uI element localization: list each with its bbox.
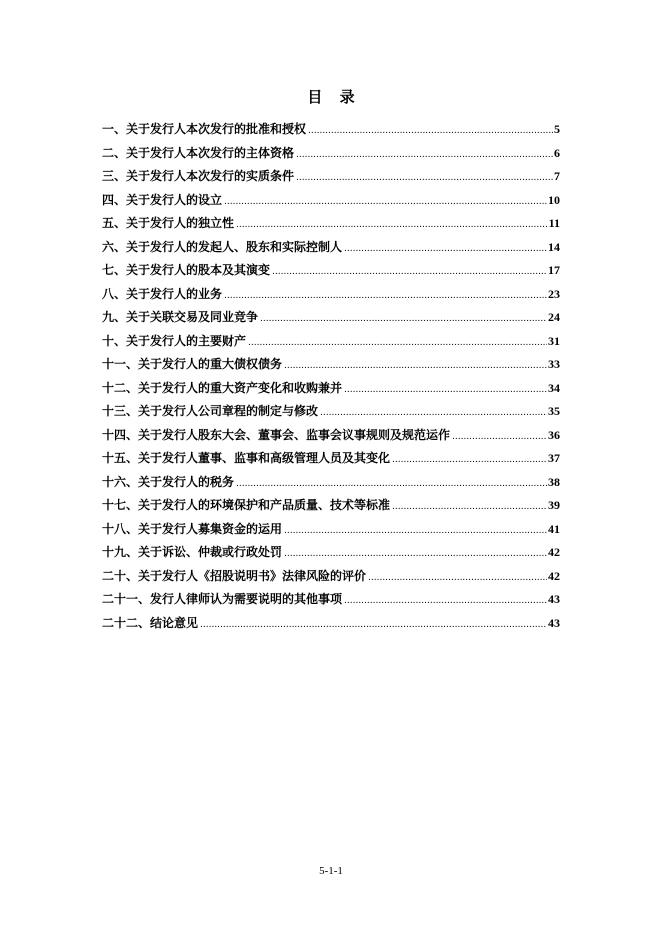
toc-entry-title: 七、关于发行人的股本及其演变: [102, 263, 271, 277]
toc-leader-dots: [308, 120, 553, 144]
toc-entry-title: 十二、关于发行人的重大资产变化和收购兼并: [102, 380, 343, 395]
toc-leader-dots: [344, 379, 547, 403]
toc-entry-title: 三、关于发行人本次发行的实质条件: [102, 169, 295, 183]
toc-leader-dots: [284, 355, 547, 379]
toc-entry-page: 42: [548, 545, 560, 559]
toc-entry-title: 十八、关于发行人募集资金的运用: [102, 521, 283, 536]
toc-entry[interactable]: [102, 306, 560, 330]
toc-leader-dots: [272, 261, 547, 285]
toc-entry-page: 36: [548, 427, 560, 442]
toc-entry-title: 十五、关于发行人董事、监事和高级管理人员及其变化: [102, 451, 391, 465]
toc-entry[interactable]: [102, 189, 560, 213]
toc-leader-dots: [248, 332, 547, 356]
toc-entry[interactable]: [102, 283, 560, 307]
toc-entry-title: 十七、关于发行人的环境保护和产品质量、技术等标准: [102, 498, 391, 512]
toc-entry-page: 38: [548, 474, 560, 489]
toc-entry-page: 41: [548, 521, 560, 536]
toc-entry-title: 十一、关于发行人的重大债权债务: [102, 357, 283, 371]
toc-entry[interactable]: [102, 142, 560, 166]
toc-entry-title: 四、关于发行人的设立: [102, 192, 223, 207]
toc-leader-dots: [344, 590, 547, 614]
toc-entry-title: 六、关于发行人的发起人、股东和实际控制人: [102, 239, 343, 254]
table-of-contents: [102, 118, 560, 635]
toc-leader-dots: [224, 191, 547, 215]
toc-entry[interactable]: [102, 330, 560, 354]
toc-entry[interactable]: [102, 118, 560, 142]
toc-entry[interactable]: [102, 353, 560, 377]
toc-entry[interactable]: [102, 541, 560, 565]
toc-entry-page: 23: [548, 286, 560, 301]
toc-entry-page: 24: [548, 310, 560, 324]
toc-entry[interactable]: [102, 236, 560, 260]
toc-entry[interactable]: [102, 377, 560, 401]
toc-entry-page: 7: [554, 169, 560, 183]
toc-leader-dots: [392, 496, 547, 520]
toc-leader-dots: [284, 520, 547, 544]
toc-leader-dots: [200, 614, 547, 638]
toc-entry-title: 八、关于发行人的业务: [102, 286, 223, 301]
toc-leader-dots: [344, 238, 547, 262]
toc-entry[interactable]: [102, 165, 560, 189]
toc-entry[interactable]: [102, 400, 560, 424]
toc-leader-dots: [392, 449, 547, 473]
toc-entry-title: 十、关于发行人的主要财产: [102, 333, 247, 348]
toc-entry-title: 二十一、发行人律师认为需要说明的其他事项: [102, 592, 343, 606]
toc-leader-dots: [296, 144, 553, 168]
toc-entry[interactable]: [102, 612, 560, 636]
toc-entry-page: 39: [548, 498, 560, 512]
toc-leader-dots: [260, 308, 547, 332]
toc-entry[interactable]: [102, 565, 560, 589]
toc-entry-title: 十六、关于发行人的税务: [102, 474, 235, 489]
toc-entry-page: 35: [548, 404, 560, 418]
toc-leader-dots: [452, 426, 547, 450]
toc-entry[interactable]: [102, 494, 560, 518]
toc-leader-dots: [368, 567, 547, 591]
toc-entry[interactable]: [102, 447, 560, 471]
toc-entry-title: 十三、关于发行人公司章程的制定与修改: [102, 404, 319, 418]
toc-entry-title: 二十、关于发行人《招股说明书》法律风险的评价: [102, 568, 367, 583]
toc-entry-title: 十四、关于发行人股东大会、董事会、监事会议事规则及规范运作: [102, 427, 451, 442]
page-title: 目 录: [307, 88, 361, 106]
toc-entry[interactable]: [102, 259, 560, 283]
toc-leader-dots: [224, 285, 547, 309]
toc-entry-page: 43: [548, 615, 560, 630]
toc-entry-page: 42: [548, 568, 560, 583]
toc-entry-page: 37: [548, 451, 560, 465]
toc-entry-title: 五、关于发行人的独立性: [102, 216, 235, 230]
toc-entry-page: 6: [554, 145, 560, 160]
toc-entry[interactable]: [102, 212, 560, 236]
toc-entry-title: 十九、关于诉讼、仲裁或行政处罚: [102, 545, 283, 559]
toc-entry[interactable]: [102, 588, 560, 612]
toc-entry-page: 10: [548, 192, 560, 207]
toc-entry-title: 九、关于关联交易及同业竞争: [102, 310, 259, 324]
toc-entry-title: 二十二、结论意见: [102, 615, 199, 630]
toc-entry-page: 31: [548, 333, 560, 348]
page-number-footer: 5-1-1: [319, 865, 343, 877]
toc-leader-dots: [320, 402, 547, 426]
toc-entry-page: 34: [548, 380, 560, 395]
toc-entry[interactable]: [102, 471, 560, 495]
toc-entry-page: 17: [548, 263, 560, 277]
toc-entry-title: 一、关于发行人本次发行的批准和授权: [102, 122, 307, 136]
toc-entry-page: 33: [548, 357, 560, 371]
toc-entry-title: 二、关于发行人本次发行的主体资格: [102, 145, 295, 160]
toc-leader-dots: [236, 214, 548, 238]
toc-entry-page: 43: [548, 592, 560, 606]
toc-entry[interactable]: [102, 424, 560, 448]
toc-entry[interactable]: [102, 518, 560, 542]
toc-leader-dots: [284, 543, 547, 567]
toc-entry-page: 5: [554, 122, 560, 136]
toc-leader-dots: [236, 473, 547, 497]
toc-leader-dots: [296, 167, 553, 191]
toc-entry-page: 11: [548, 216, 560, 230]
toc-entry-page: 14: [548, 239, 560, 254]
